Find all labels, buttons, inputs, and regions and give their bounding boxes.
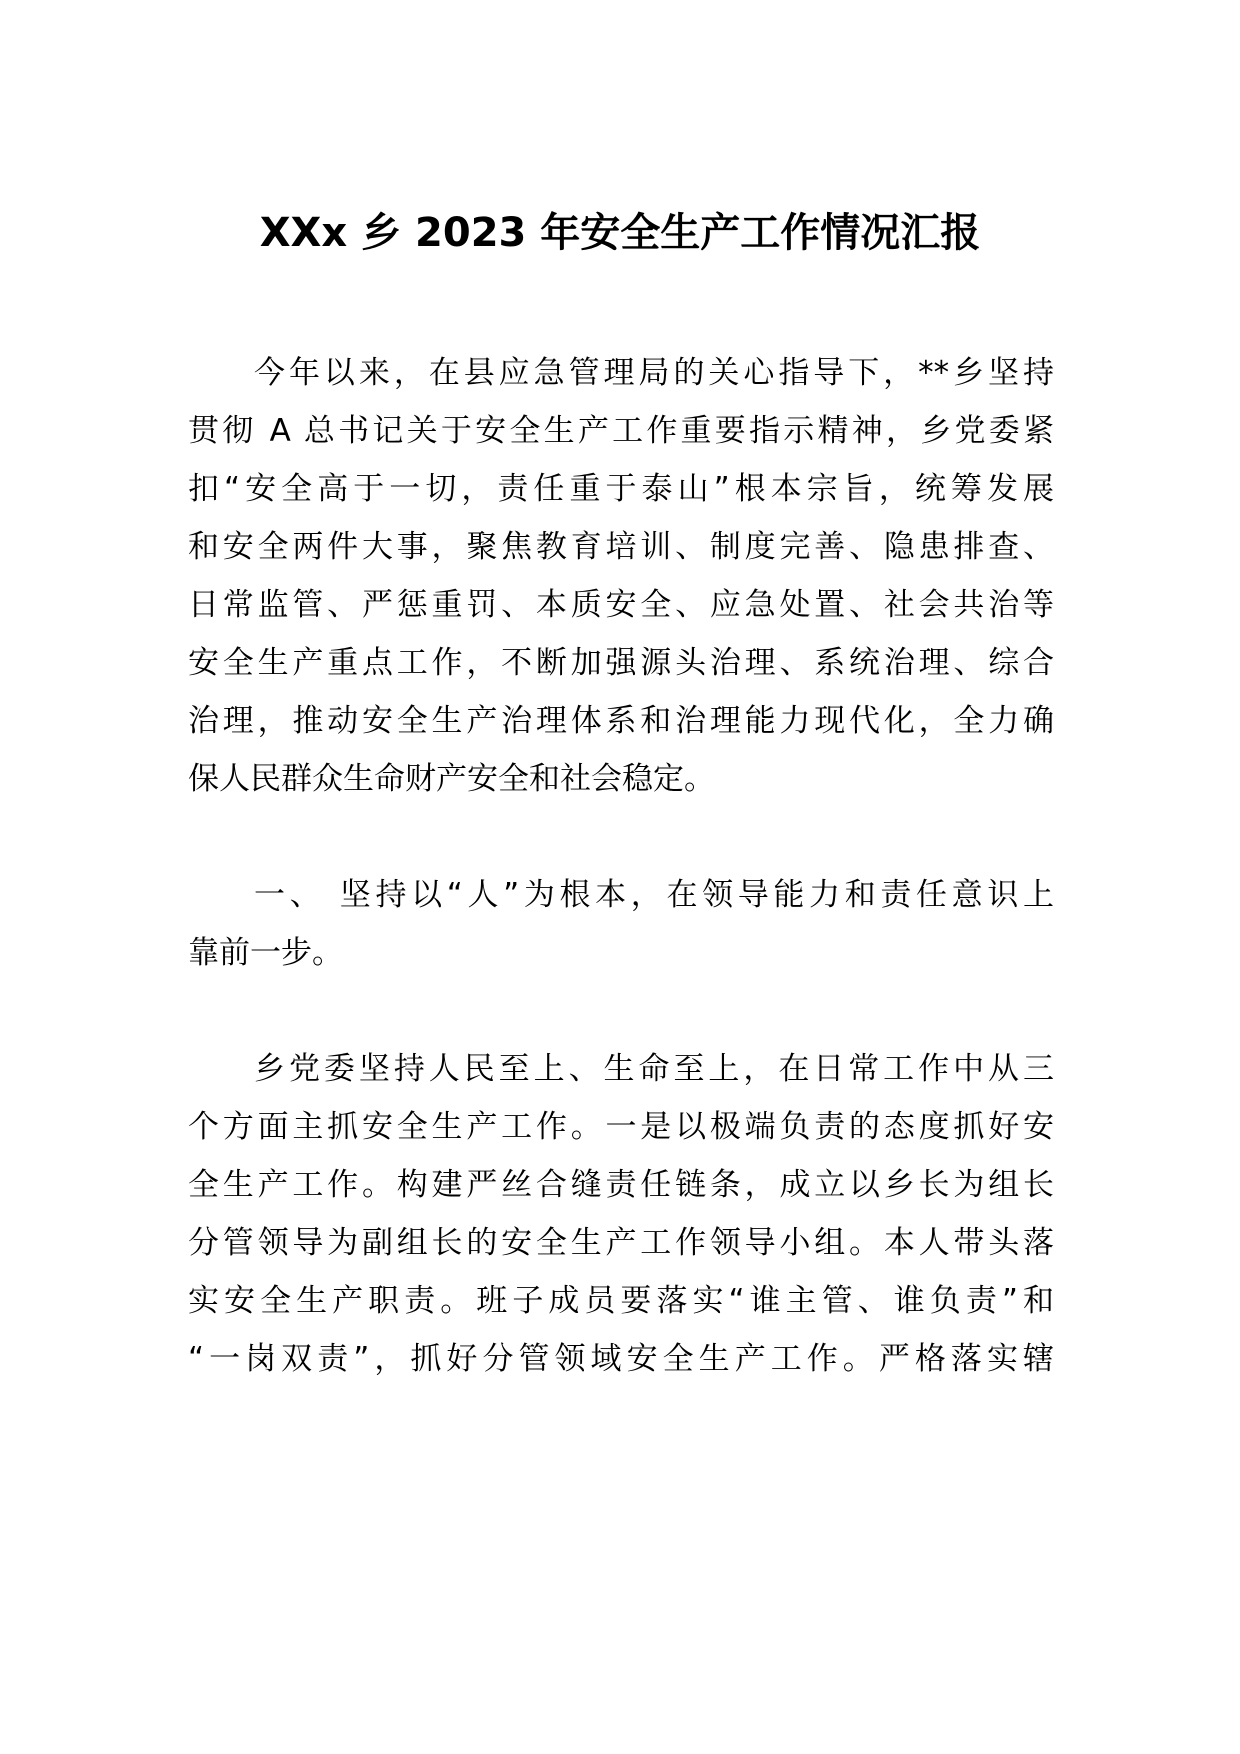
section-1-body-line-4: 分管领导为副组长的安全生产工作领导小组。本人带头落 xyxy=(188,1225,1054,1261)
section-1-heading-line-2: 靠前一步。 xyxy=(188,935,343,971)
section-1-body-line-5: 实安全生产职责。班子成员要落实“谁主管、谁负责”和 xyxy=(188,1283,1054,1319)
section-1-body-line-2: 个方面主抓安全生产工作。一是以极端负责的态度抓好安 xyxy=(188,1109,1054,1145)
section-1-body-line-1: 乡党委坚持人民至上、生命至上，在日常工作中从三 xyxy=(254,1051,1054,1087)
section-1-body-line-6: “一岗双责”，抓好分管领域安全生产工作。严格落实辖 xyxy=(188,1341,1054,1377)
paragraph-intro-line-2: 贯彻 A 总书记关于安全生产工作重要指示精神，乡党委紧 xyxy=(188,413,1054,449)
paragraph-intro-line-6: 安全生产重点工作，不断加强源头治理、系统治理、综合 xyxy=(188,645,1054,681)
document-title: XXx 乡 2023 年安全生产工作情况汇报 xyxy=(259,210,981,256)
paragraph-intro-line-7: 治理，推动安全生产治理体系和治理能力现代化，全力确 xyxy=(188,703,1054,739)
paragraph-intro-line-1: 今年以来，在县应急管理局的关心指导下，**乡坚持 xyxy=(254,355,1054,391)
section-1-body-line-3: 全生产工作。构建严丝合缝责任链条，成立以乡长为组长 xyxy=(188,1167,1054,1203)
section-1-heading-line-1: 一、 坚持以“人”为根本，在领导能力和责任意识上 xyxy=(254,877,1054,913)
paragraph-intro-line-3: 扣“安全高于一切，责任重于泰山”根本宗旨，统筹发展 xyxy=(188,471,1054,507)
paragraph-intro-line-5: 日常监管、严惩重罚、本质安全、应急处置、社会共治等 xyxy=(188,587,1054,623)
paragraph-intro-line-4: 和安全两件大事，聚焦教育培训、制度完善、隐患排查、 xyxy=(188,529,1054,565)
paragraph-intro-line-8: 保人民群众生命财产安全和社会稳定。 xyxy=(188,761,715,797)
